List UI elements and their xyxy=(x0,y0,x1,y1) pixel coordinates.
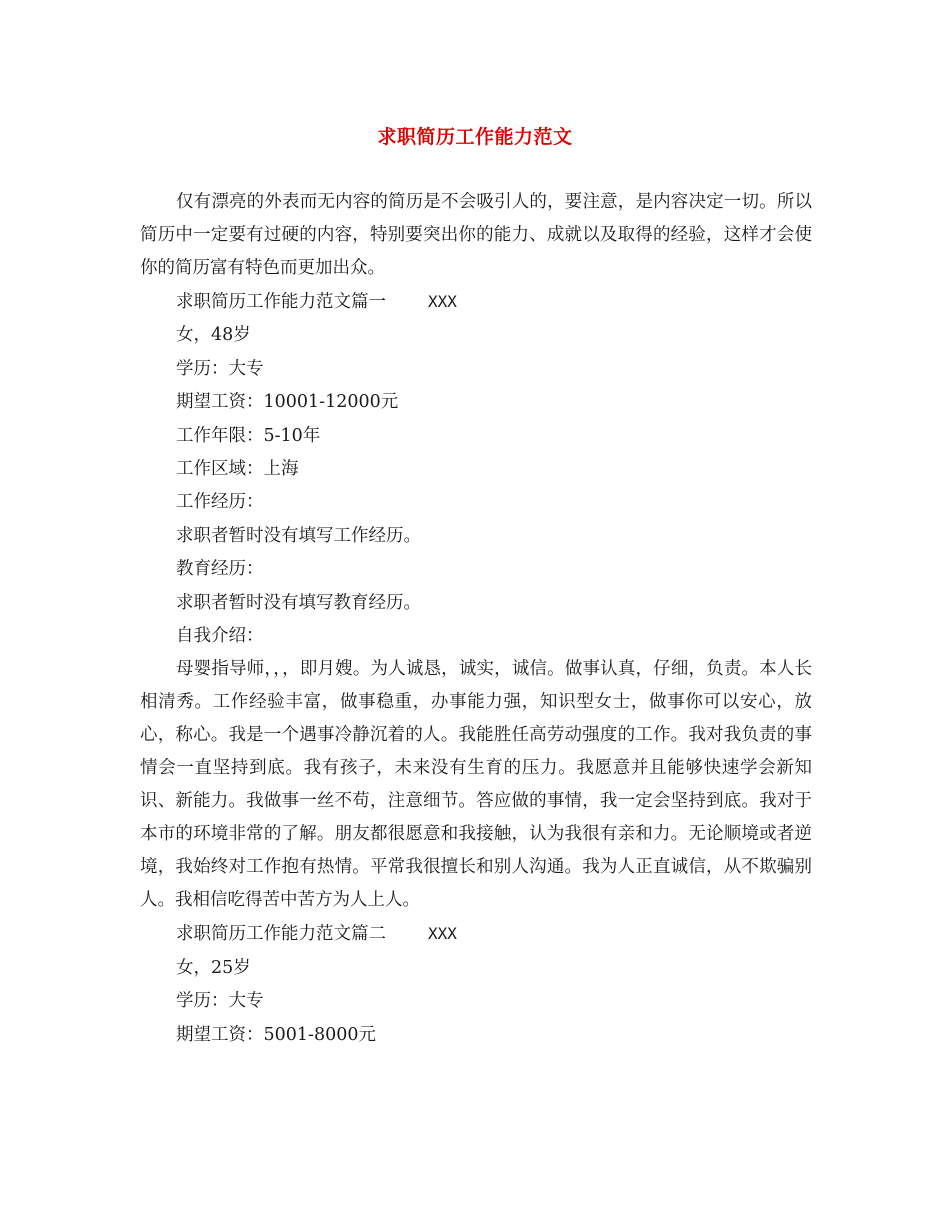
sample2-heading-line xyxy=(140,917,812,951)
document-body xyxy=(140,186,812,1052)
sample1-work-label: 工作经历： xyxy=(176,492,264,513)
sample1-edu-label: 教育经历： xyxy=(176,559,264,580)
sample1-gender-age: 女，48岁 xyxy=(176,325,251,346)
sample1-heading: 求职简历工作能力范文篇一 xyxy=(176,292,386,312)
sample1-salary: 期望工资：10001-12000元 xyxy=(176,392,399,413)
sample2-education: 学历：大专 xyxy=(176,991,264,1012)
sample1-intro-text: 母婴指导师，，，即月嫂。为人诚恳，诚实，诚信。做事认真，仔细，负责。本人长相清秀。工作经验丰富，做事稳重，办事能力强，知识型女士，做事你可以安心，放心，称心。我是一个遇事冷静沉着的人。我能胜任高劳动强度的工作。我对我负责的事情会一直坚持到底。我有孩子，未来没有生育的压力。我愿意并且能够快速学会新知识、新能力。我做事一丝不苟，注意细节。答应做的事情，我一定会坚持到底。我对于本市的环境非常的了解。朋友都很愿意和我接触，认为我很有亲和力。无论顺境或者逆境，我始终对工作抱有热情。平常我很擅长和别人沟通。我为人正直诚信，从不欺骗别人。我相信吃得苦中苦方为人上人。 xyxy=(140,659,812,911)
sample1-intro-label: 自我介绍： xyxy=(176,626,264,647)
sample2-heading: 求职简历工作能力范文篇二 xyxy=(176,924,386,945)
sample1-years: 工作年限：5-10年 xyxy=(176,425,321,446)
intro-paragraph: 仅有漂亮的外表而无内容的简历是不会吸引人的，要注意，是内容决定一切。所以简历中一定要有过硬的内容，特别要突出你的能力、成就以及取得的经验，这样才会使你的简历富有特色而更加出众。 xyxy=(140,192,812,278)
sample1-edu-value: 求职者暂时没有填写教育经历。 xyxy=(176,592,421,613)
sample1-education: 学历：大专 xyxy=(176,358,264,379)
sample1-heading-line xyxy=(140,285,812,319)
sample2-gender-age: 女，25岁 xyxy=(176,957,251,978)
sample2-salary: 期望工资：5001-8000元 xyxy=(176,1024,376,1045)
document-title: 求职简历工作能力范文 xyxy=(377,126,573,148)
sample2-name: XXX xyxy=(428,924,457,944)
sample1-region: 工作区域：上海 xyxy=(176,459,299,480)
sample1-name: XXX xyxy=(428,292,457,311)
sample1-work-value: 求职者暂时没有填写工作经历。 xyxy=(176,525,421,546)
